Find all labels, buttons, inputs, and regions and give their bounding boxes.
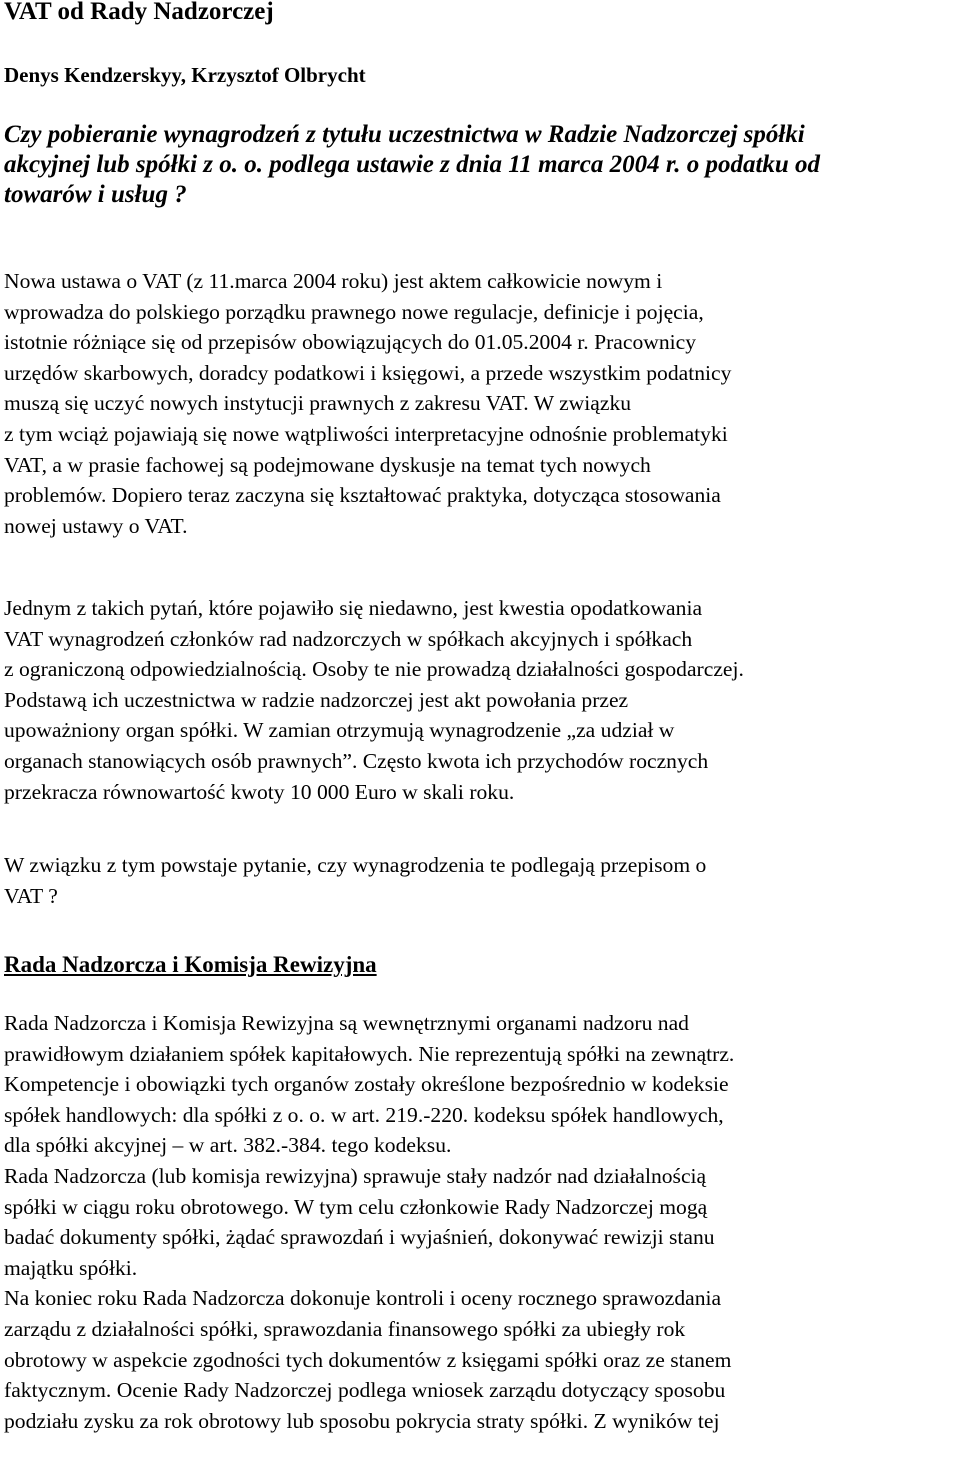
question-line: akcyjnej lub spółki z o. o. podlega ustawie z dnia 11 marca 2004 r. o podatku od — [4, 151, 821, 178]
paragraph-line: upoważniony organ spółki. W zamian otrzymują wynagrodzenie „za udział w — [4, 718, 675, 743]
document-authors: Denys Kendzerskyy, Krzysztof Olbrycht — [4, 63, 366, 87]
paragraph-line: z ograniczoną odpowiedzialnością. Osoby te nie prowadzą działalności gospodarczej. — [4, 657, 744, 682]
paragraph-line: spółek handlowych: dla spółki z o. o. w art. 219.-220. kodeksu spółek handlowych, — [4, 1102, 724, 1127]
paragraph-line: Rada Nadzorcza (lub komisja rewizyjna) sprawuje stały nadzór nad działalnością — [4, 1163, 707, 1188]
paragraph-line: prawidłowym działaniem spółek kapitałowych. Nie reprezentują spółki na zewnątrz. — [4, 1041, 735, 1066]
paragraph-line: zarządu z działalności spółki, sprawozdania finansowego spółki za ubiegły rok — [4, 1316, 686, 1341]
paragraph-line: nowej ustawy o VAT. — [4, 513, 188, 538]
paragraph-line: faktycznym. Ocenie Rady Nadzorczej podlega wniosek zarządu dotyczący sposobu — [4, 1378, 726, 1403]
paragraph-line: urzędów skarbowych, doradcy podatkowi i księgowi, a przede wszystkim podatnicy — [4, 360, 732, 385]
paragraph-line: obrotowy w aspekcie zgodności tych dokumentów z księgami spółki oraz ze stanem — [4, 1347, 732, 1372]
paragraph-line: VAT wynagrodzeń członków rad nadzorczych w spółkach akcyjnych i spółkach — [4, 626, 693, 651]
lead-question — [4, 120, 956, 210]
paragraph-line: muszą się uczyć nowych instytucji prawnych z zakresu VAT. W związku — [4, 391, 632, 416]
paragraph-line: problemów. Dopiero teraz zaczyna się kształtować praktyka, dotycząca stosowania — [4, 483, 721, 508]
paragraph-line: spółki w ciągu roku obrotowego. W tym celu członkowie Rady Nadzorczej mogą — [4, 1194, 708, 1219]
paragraph-line: Nowa ustawa o VAT (z 11.marca 2004 roku) jest aktem całkowicie nowym i — [4, 269, 663, 293]
paragraph-line: dla spółki akcyjnej – w art. 382.-384. tego kodeksu. — [4, 1133, 452, 1158]
paragraph-line: Jednym z takich pytań, które pojawiło się niedawno, jest kwestia opodatkowania — [4, 596, 703, 620]
paragraph-line: podziału zysku za rok obrotowy lub sposobu pokrycia straty spółki. Z wyników tej — [4, 1408, 720, 1433]
paragraph-line: wprowadza do polskiego porządku prawnego nowe regulacje, definicje i pojęcia, — [4, 299, 704, 324]
paragraph-supervisory-board — [4, 1008, 956, 1436]
paragraph-line: VAT ? — [4, 883, 58, 908]
question-line: towarów i usług ? — [4, 181, 187, 208]
paragraph-intro — [4, 266, 956, 541]
paragraph-line: Na koniec roku Rada Nadzorcza dokonuje kontroli i oceny rocznego sprawozdania — [4, 1286, 722, 1311]
paragraph-line: Podstawą ich uczestnictwa w radzie nadzorczej jest akt powołania przez — [4, 687, 629, 712]
paragraph-line: organach stanowiących osób prawnych”. Często kwota ich przychodów rocznych — [4, 748, 709, 773]
paragraph-line: Rada Nadzorcza i Komisja Rewizyjna są wewnętrznymi organami nadzoru nad — [4, 1011, 689, 1035]
document-title: VAT od Rady Nadzorczej — [4, 0, 274, 25]
question-line: Czy pobieranie wynagrodzeń z tytułu uczestnictwa w Radzie Nadzorczej spółki — [4, 121, 805, 148]
paragraph-line: Kompetencje i obowiązki tych organów zostały określone bezpośrednio w kodeksie — [4, 1072, 729, 1097]
paragraph-question — [4, 850, 956, 911]
paragraph-line: przekracza równowartość kwoty 10 000 Euro w skali roku. — [4, 779, 515, 804]
paragraph-line: W związku z tym powstaje pytanie, czy wynagrodzenia te podlegają przepisom o — [4, 853, 707, 877]
paragraph-line: badać dokumenty spółki, żądać sprawozdań i wyjaśnień, dokonywać rewizji stanu — [4, 1225, 715, 1250]
paragraph-line: VAT, a w prasie fachowej są podejmowane dyskusje na temat tych nowych — [4, 452, 651, 477]
paragraph-line: majątku spółki. — [4, 1255, 138, 1280]
paragraph-question-context — [4, 593, 956, 807]
paragraph-line: z tym wciąż pojawiają się nowe wątpliwości interpretacyjne odnośnie problematyki — [4, 421, 728, 446]
paragraph-line: istotnie różniące się od przepisów obowiązujących do 01.05.2004 r. Pracownicy — [4, 330, 697, 355]
section-heading: Rada Nadzorcza i Komisja Rewizyjna — [4, 952, 377, 977]
